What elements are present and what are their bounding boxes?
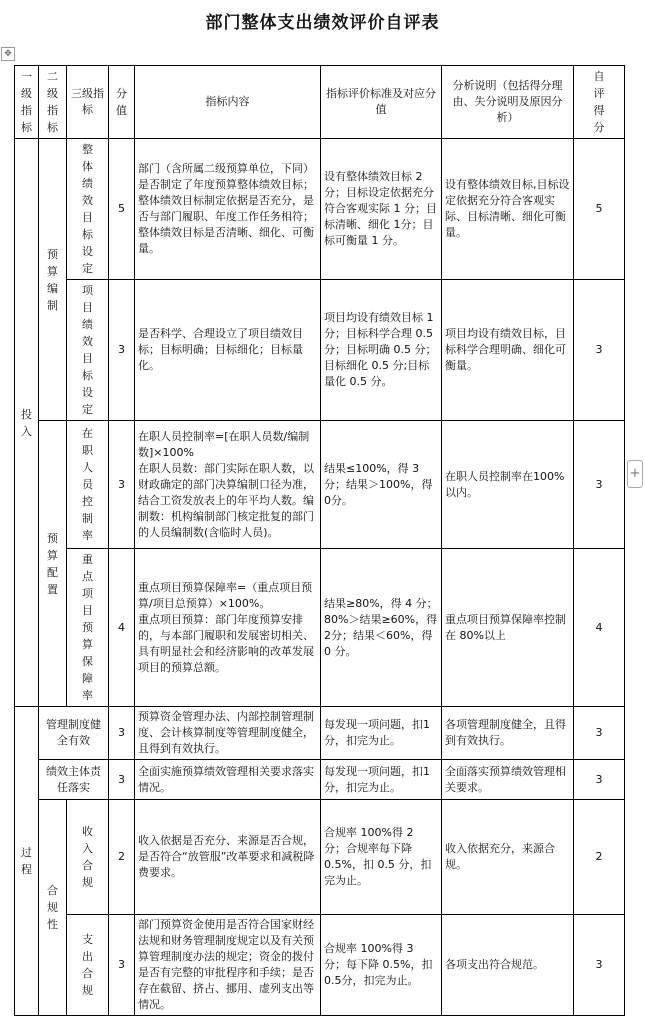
group-compliance: 合规性 (39, 800, 67, 1016)
header-weight: 分值 (109, 66, 135, 139)
analysis-cell: 各项支出符合规范。 (442, 915, 574, 1016)
header-standard: 指标评价标准及对应分值 (321, 66, 442, 139)
group-budget-compile: 预算编制 (39, 139, 67, 421)
header-level1: 一级指标 (15, 66, 39, 139)
content-cell: 部门预算资金使用是否符合国家财经法规和财务管理制度规定以及有关预算管理制度办法的规定；资金的拨付是否有完整的审批程序和手续；是否存在截留、挤占、挪用、虚列支出等情况。 (135, 915, 321, 1016)
table-row (15, 800, 625, 915)
analysis-cell: 重点项目预算保障率控制在 80%以上 (442, 549, 574, 707)
level3-cell: 收入合规 (67, 800, 109, 915)
weight-cell: 5 (109, 139, 135, 280)
header-level2: 二级指标 (39, 66, 67, 139)
weight-cell: 4 (109, 549, 135, 707)
header-content: 指标内容 (135, 66, 321, 139)
table-move-handle-icon[interactable]: ✥ (1, 47, 15, 61)
score-cell: 5 (574, 139, 625, 280)
group-process: 过程 (15, 707, 39, 1016)
level3-cell: 整体绩效目标设定 (67, 139, 109, 280)
weight-cell: 3 (109, 760, 135, 800)
content-cell: 全面实施预算绩效管理相关要求落实情况。 (135, 760, 321, 800)
table-row (15, 280, 625, 421)
standard-cell: 设有整体绩效目标 2 分；目标设定依据充分符合客观实际 1 分；目标清晰、细化 1分；目标可衡量 1 分。 (321, 139, 442, 280)
standard-cell: 结果≥80%，得 4 分；80%＞结果≥60%，得 2分；结果＜60%，得 0 分。 (321, 549, 442, 707)
page-title: 部门整体支出绩效评价自评表 (205, 13, 440, 33)
standard-cell: 每发现一项问题，扣1分，扣完为止。 (321, 707, 442, 760)
level3-cell: 重点项目预算保障率 (67, 549, 109, 707)
content-cell: 是否科学、合理设立了项目绩效目标；目标明确；目标细化；目标量化。 (135, 280, 321, 421)
header-level3: 三级指标 (67, 66, 109, 139)
level2-cell: 管理制度健全有效 (39, 707, 109, 760)
standard-cell: 项目均设有绩效目标 1分；目标科学合理 0.5 分；目标明确 0.5 分；目标细化 0.5 分;目标量化 0.5 分。 (321, 280, 442, 421)
table-row (15, 139, 625, 280)
content-cell: 收入依据是否充分、来源是否合规，是否符合“放管服”改革要求和减税降费要求。 (135, 800, 321, 915)
standard-cell: 合规率 100%得 3 分；每下降 0.5%，扣 0.5分，扣完为止。 (321, 915, 442, 1016)
header-row (15, 66, 625, 139)
standard-cell: 每发现一项问题，扣1分，扣完为止。 (321, 760, 442, 800)
score-cell: 3 (574, 760, 625, 800)
table-row (15, 421, 625, 549)
content-cell: 预算资金管理办法、内部控制管理制度、会计核算制度等管理制度健全，且得到有效执行。 (135, 707, 321, 760)
evaluation-table (14, 65, 625, 1016)
score-cell: 2 (574, 800, 625, 915)
weight-cell: 2 (109, 800, 135, 915)
add-column-icon[interactable]: + (627, 460, 643, 488)
standard-cell: 结果≤100%，得 3分；结果＞100%，得 0分。 (321, 421, 442, 549)
content-cell: 重点项目预算保障率=（重点项目预算/项目总预算）×100%。 重点项目预算：部门年度预算安排的，与本部门履职和发展密切相关、具有明显社会和经济影响的改革发展项目的预算总额。 (135, 549, 321, 707)
weight-cell: 3 (109, 421, 135, 549)
analysis-cell: 全面落实预算绩效管理相关要求。 (442, 760, 574, 800)
analysis-cell: 收入依据充分，来源合规。 (442, 800, 574, 915)
group-input: 投入 (15, 139, 39, 707)
analysis-cell: 设有整体绩效目标,目标设定依据充分符合客观实际、目标清晰、细化可衡量。 (442, 139, 574, 280)
score-cell: 3 (574, 915, 625, 1016)
table-row (15, 707, 625, 760)
table-row (15, 915, 625, 1016)
analysis-cell: 各项管理制度健全，且得到有效执行。 (442, 707, 574, 760)
header-score: 自评得分 (574, 66, 625, 139)
score-cell: 3 (574, 707, 625, 760)
weight-cell: 3 (109, 915, 135, 1016)
table-row (15, 549, 625, 707)
weight-cell: 3 (109, 707, 135, 760)
standard-cell: 合规率 100%得 2 分；合规率每下降 0.5%，扣 0.5 分，扣完为止。 (321, 800, 442, 915)
score-cell: 3 (574, 421, 625, 549)
group-budget-alloc: 预算配置 (39, 421, 67, 707)
level2-cell: 绩效主体责任落实 (39, 760, 109, 800)
weight-cell: 3 (109, 280, 135, 421)
content-cell: 部门（含所属二级预算单位，下同）是否制定了年度预算整体绩效目标；整体绩效目标制定依据是否充分，是否与部门履职、年度工作任务相符；整体绩效目标是否清晰、细化、可衡量。 (135, 139, 321, 280)
level3-cell: 在职人员控制率 (67, 421, 109, 549)
analysis-cell: 项目均设有绩效目标，目标科学合理明确、细化可衡量。 (442, 280, 574, 421)
content-cell: 在职人员控制率=[在职人员数/编制数]×100% 在职人员数：部门实际在职人数，以财政确定的部门决算编制口径为准，结合工资发放表上的年平均人数。编制数：机构编制部门核定批复的部门的人员编制数(含临时人员)。 (135, 421, 321, 549)
score-cell: 3 (574, 280, 625, 421)
level3-cell: 项目绩效目标设定 (67, 280, 109, 421)
level3-cell: 支出合规 (67, 915, 109, 1016)
analysis-cell: 在职人员控制率在100%以内。 (442, 421, 574, 549)
table-row (15, 760, 625, 800)
score-cell: 4 (574, 549, 625, 707)
header-analysis: 分析说明（包括得分理由、失分说明及原因分析） (442, 66, 574, 139)
